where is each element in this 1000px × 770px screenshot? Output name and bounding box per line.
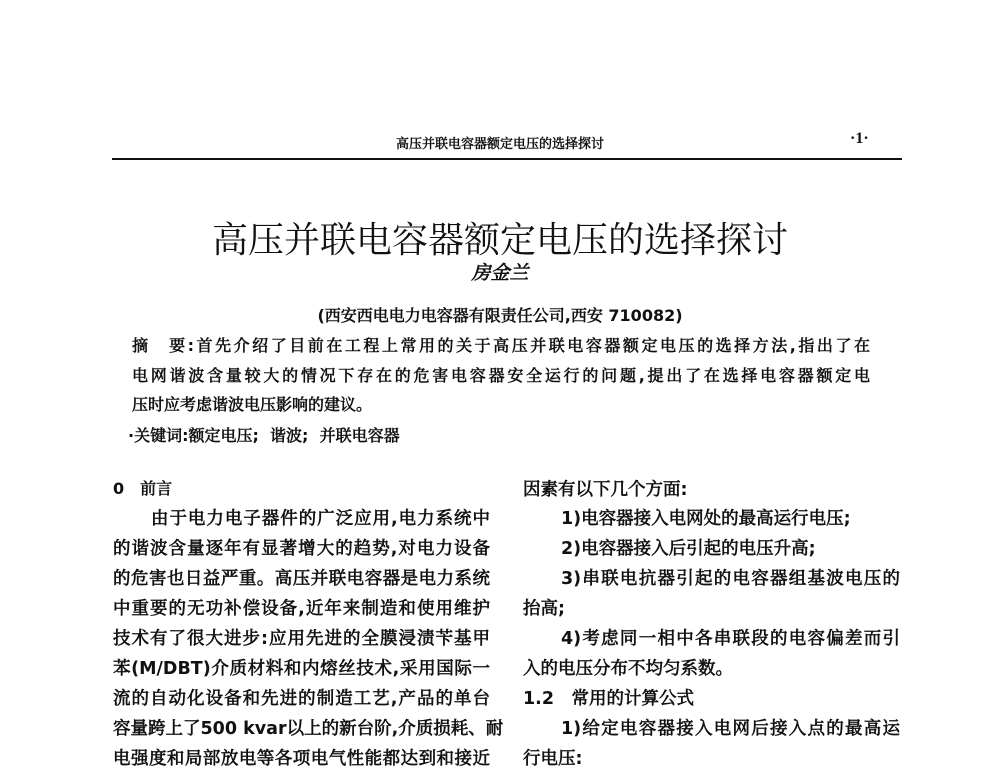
body-line: 入的电压分布不均匀系数。 — [523, 659, 733, 679]
abstract-text: 首先介绍了目前在工程上常用的关于高压并联电容器额定电压的选择方法,指出了在 — [194, 336, 870, 355]
list-item: 2)电容器接入后引起的电压升高; — [561, 539, 816, 559]
body-line: 电强度和局部放电等各项电气性能都达到和接近 — [113, 749, 490, 769]
abstract-label: 摘 要: — [132, 336, 195, 355]
keywords: ·关键词:额定电压; 谐波; 并联电容器 — [128, 426, 400, 445]
list-item: 1)电容器接入电网处的最高运行电压; — [561, 509, 851, 529]
body-line: 由于电力电子器件的广泛应用,电力系统中 — [151, 509, 490, 529]
author: 房金兰 — [471, 262, 529, 284]
keyword: 并联电容器 — [319, 426, 400, 445]
list-item: 1)给定电容器接入电网后接入点的最高运 — [561, 719, 900, 739]
abstract-line: 压时应考虑谐波电压影响的建议。 — [132, 395, 373, 414]
list-item: 4)考虑同一相中各串联段的电容偏差而引 — [561, 629, 900, 649]
abstract-line: 电网谐波含量较大的情况下存在的危害电容器安全运行的问题,提出了在选择电容器额定电 — [132, 366, 870, 385]
body-line: 容量跨上了500 kvar以上的新台阶,介质损耗、耐 — [113, 719, 504, 739]
subsection-heading: 1.2 常用的计算公式 — [523, 689, 695, 709]
list-item: 3)串联电抗器引起的电容器组基波电压的 — [561, 569, 900, 589]
keywords-label: 关键词: — [134, 426, 189, 445]
body-line: 因素有以下几个方面: — [523, 480, 688, 500]
keyword: 额定电压; — [188, 426, 259, 445]
keyword: 谐波; — [270, 426, 309, 445]
header-rule — [112, 158, 902, 160]
body-line: 流的自动化设备和先进的制造工艺,产品的单台 — [113, 689, 490, 709]
body-line: 的谐波含量逐年有显著增大的趋势,对电力设备 — [113, 539, 490, 559]
body-line: 中重要的无功补偿设备,近年来制造和使用维护 — [113, 599, 490, 619]
body-line: 抬高; — [523, 599, 565, 619]
running-head: 高压并联电容器额定电压的选择探讨 — [395, 137, 604, 152]
body-line: 的危害也日益严重。高压并联电容器是电力系统 — [113, 569, 490, 589]
body-line: 技术有了很大进步:应用先进的全膜浸渍苄基甲 — [113, 629, 490, 649]
abstract-line — [132, 333, 870, 356]
paper-title: 高压并联电容器额定电压的选择探讨 — [211, 220, 788, 261]
affiliation: (西安西电电力电容器有限责任公司,西安 710082) — [317, 306, 683, 325]
body-line: 苯(M/DBT)介质材料和内熔丝技术,采用国际一 — [113, 659, 490, 679]
page-number: ·1· — [850, 130, 869, 147]
section-heading: 0 前言 — [113, 479, 173, 498]
body-line: 行电压: — [523, 749, 583, 769]
